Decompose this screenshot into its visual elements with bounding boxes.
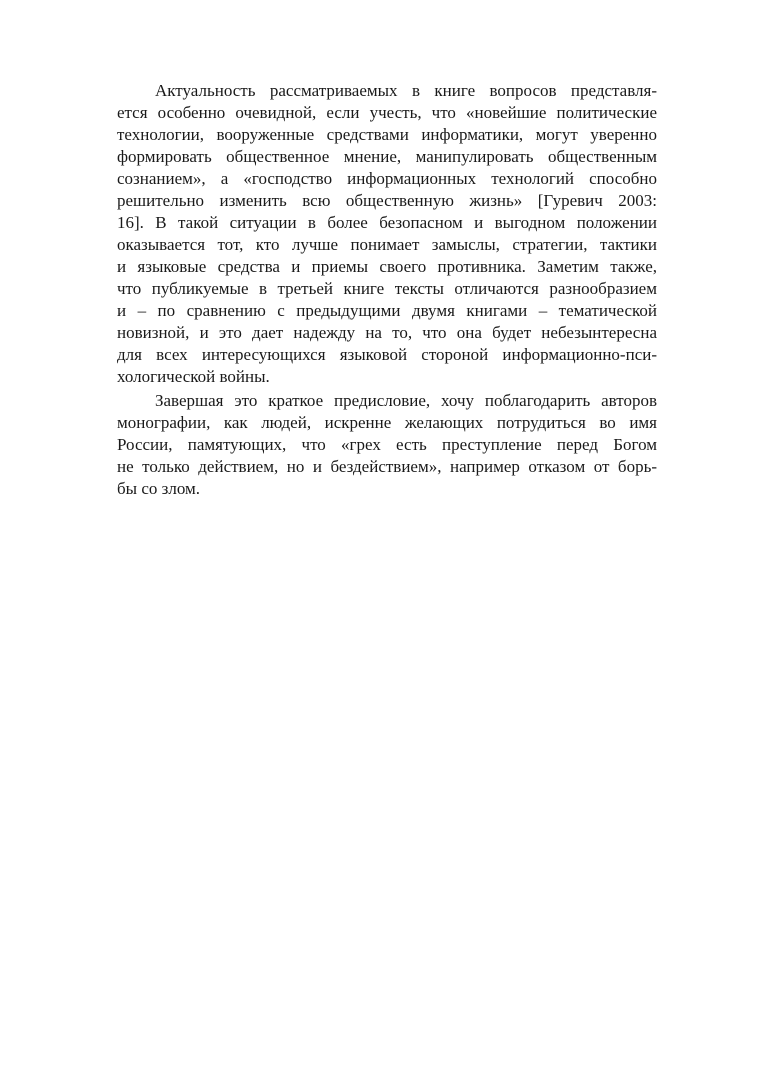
text-line: и – по сравнению с предыдущими двумя книгами – тематической	[117, 301, 657, 320]
text-line: сознанием», а «господство информационных технологий способно	[117, 169, 657, 188]
text-line: России, памятующих, что «грех есть преступление перед Богом	[117, 435, 657, 454]
text-line: хологической войны.	[117, 367, 270, 386]
text-line: 16]. В такой ситуации в более безопасном и выгодном положении	[117, 213, 657, 232]
text-line: не только действием, но и бездействием», например отказом от борь-	[117, 457, 657, 476]
text-line: Завершая это краткое предисловие, хочу поблагодарить авторов	[155, 391, 657, 410]
text-line: монографии, как людей, искренне желающих потрудиться во имя	[117, 413, 657, 432]
text-line: и языковые средства и приемы своего противника. Заметим также,	[117, 257, 657, 276]
text-line: решительно изменить всю общественную жизнь» [Гуревич 2003:	[117, 191, 657, 210]
text-line: бы со злом.	[117, 479, 200, 498]
text-line: формировать общественное мнение, манипулировать общественным	[117, 147, 657, 166]
paragraph-2	[117, 390, 657, 500]
text-line: для всех интересующихся языковой стороной информационно-пси-	[117, 345, 657, 364]
text-line: новизной, и это дает надежду на то, что она будет небезынтересна	[117, 323, 657, 342]
paragraph-1	[117, 80, 657, 388]
text-line: Актуальность рассматриваемых в книге вопросов представля-	[155, 81, 657, 100]
text-line: что публикуемые в третьей книге тексты отличаются разнообразием	[117, 279, 657, 298]
text-line: оказывается тот, кто лучше понимает замыслы, стратегии, тактики	[117, 235, 657, 254]
body-text	[117, 80, 657, 500]
text-line: технологии, вооруженные средствами информатики, могут уверенно	[117, 125, 657, 144]
text-line: ется особенно очевидной, если учесть, что «новейшие политические	[117, 103, 657, 122]
